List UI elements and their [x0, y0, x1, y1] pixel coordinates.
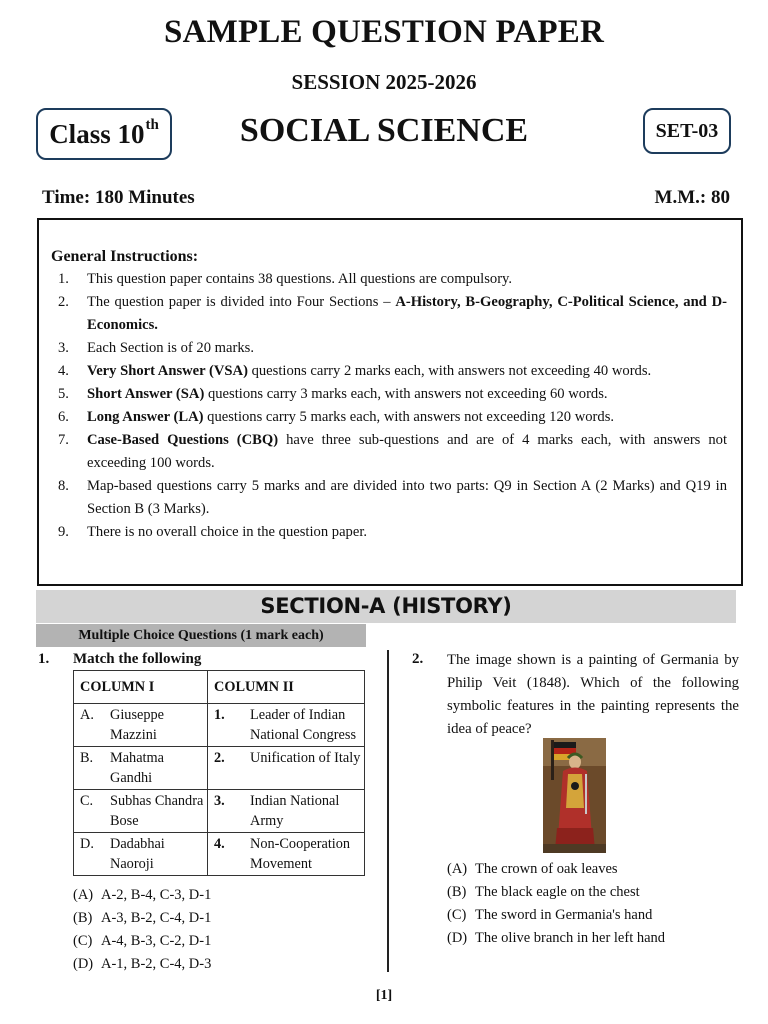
class-superscript: th: [145, 116, 159, 133]
instruction-number: 7.: [58, 432, 69, 448]
column-divider: [387, 650, 389, 972]
session-label: SESSION 2025-2026: [291, 70, 477, 94]
column-2-header: COLUMN II: [208, 671, 365, 704]
cell-value: Indian National Army: [250, 793, 340, 829]
instruction-number: 1.: [58, 271, 69, 287]
question-1-text: Match the following: [73, 651, 202, 667]
instruction-item: [51, 521, 729, 544]
option-item: [73, 930, 211, 953]
option-label: (A): [447, 861, 468, 877]
column-2-cell: [208, 704, 365, 747]
cell-key: 4.: [214, 836, 225, 852]
cell-value: Unification of Italy: [250, 750, 361, 766]
cell-key: 2.: [214, 750, 225, 766]
question-2-number: 2.: [412, 651, 424, 667]
instruction-item: [51, 406, 729, 429]
option-item: [447, 881, 665, 904]
instructions-list: [51, 268, 729, 544]
table-row: [74, 704, 365, 747]
set-badge: SET-03: [643, 108, 731, 154]
question-1-number: 1.: [38, 651, 50, 667]
question-1-options: [73, 884, 211, 976]
table-row: [74, 747, 365, 790]
cell-value: Mahatma Gandhi: [110, 750, 164, 786]
question-2-options: [447, 858, 665, 950]
option-label: (C): [73, 933, 93, 949]
instruction-number: 3.: [58, 340, 69, 356]
section-a-heading: SECTION-A (HISTORY): [36, 590, 736, 623]
instruction-bold-text: Case-Based Questions (CBQ): [87, 432, 279, 448]
class-label: Class 10: [49, 118, 145, 149]
instruction-bold-text: Long Answer (LA): [87, 409, 204, 425]
instruction-item: [51, 337, 729, 360]
instruction-text-part: Map-based questions carry 5 marks and are divided into two parts: Q9 in Section A (2 Marks) and Q19 in Section B (3 Marks).: [87, 478, 727, 517]
option-text: A-1, B-2, C-4, D-3: [101, 956, 212, 972]
column-2-cell: [208, 747, 365, 790]
instruction-text: [87, 406, 729, 429]
paper-title: SAMPLE QUESTION PAPER: [164, 14, 604, 50]
option-text: A-2, B-4, C-3, D-1: [101, 887, 212, 903]
instruction-item: [51, 291, 729, 337]
option-label: (D): [73, 956, 94, 972]
option-text: A-4, B-3, C-2, D-1: [101, 933, 212, 949]
option-text: The black eagle on the chest: [475, 884, 640, 900]
instruction-text-part: This question paper contains 38 questions. All questions are compulsory.: [87, 271, 513, 287]
instruction-number: 5.: [58, 386, 69, 402]
cell-key: 3.: [214, 793, 225, 809]
table-row: [74, 790, 365, 833]
match-table: [73, 670, 365, 876]
option-text: A-3, B-2, C-4, D-1: [101, 910, 212, 926]
time-label: Time: 180 Minutes: [42, 187, 195, 208]
instruction-text: [87, 521, 729, 544]
cell-key: D.: [80, 836, 94, 852]
column-1-cell: [74, 704, 208, 747]
instructions-heading: General Instructions:: [51, 248, 199, 265]
instruction-text-part: questions carry 2 marks each, with answers not exceeding 40 words.: [247, 363, 652, 379]
cell-key: C.: [80, 793, 94, 809]
option-text: The sword in Germania's hand: [475, 907, 653, 923]
option-label: (C): [447, 907, 467, 923]
option-label: (D): [447, 930, 468, 946]
option-item: [447, 904, 665, 927]
column-2-cell: [208, 833, 365, 876]
table-row: [74, 833, 365, 876]
instruction-item: [51, 360, 729, 383]
instruction-item: [51, 475, 729, 521]
column-1-header: COLUMN I: [74, 671, 208, 704]
column-1-cell: [74, 747, 208, 790]
option-item: [73, 953, 211, 976]
instruction-number: 6.: [58, 409, 69, 425]
instruction-item: [51, 429, 729, 475]
match-table-body: [74, 704, 365, 876]
instruction-text-part: have three sub-questions and are of 4 marks each, with answers not exceeding 100 words.: [87, 432, 727, 471]
max-marks-label: M.M.: 80: [654, 187, 730, 208]
mcq-subheading: Multiple Choice Questions (1 mark each): [36, 624, 366, 647]
instruction-text-part: There is no overall choice in the question paper.: [87, 524, 368, 540]
instruction-text-part: questions carry 3 marks each, with answers not exceeding 60 words.: [204, 386, 608, 402]
instruction-item: [51, 268, 729, 291]
instruction-text: [87, 360, 729, 383]
cell-value: Subhas Chandra Bose: [110, 793, 204, 829]
cell-value: Leader of Indian National Congress: [250, 707, 357, 743]
instruction-text-part: Each Section is of 20 marks.: [87, 340, 254, 356]
cell-value: Giuseppe Mazzini: [110, 707, 164, 743]
option-label: (B): [73, 910, 93, 926]
column-2-cell: [208, 790, 365, 833]
instruction-number: 9.: [58, 524, 69, 540]
option-text: The crown of oak leaves: [475, 861, 618, 877]
column-1-cell: [74, 833, 208, 876]
instruction-text: [87, 383, 729, 406]
instruction-bold-text: Short Answer (SA): [87, 386, 205, 402]
instruction-item: [51, 383, 729, 406]
question-2-text: The image shown is a painting of Germania by Philip Veit (1848). Which of the following symbolic features in the painting represents the idea of peace?: [447, 652, 739, 737]
instruction-bold-text: A-History, B-Geography, C-Political Science, and D-Economics.: [87, 294, 728, 333]
germania-painting-image: [543, 738, 606, 853]
option-item: [73, 884, 211, 907]
instruction-number: 8.: [58, 478, 69, 494]
instruction-bold-text: Very Short Answer (VSA): [87, 363, 248, 379]
instruction-text: [87, 268, 729, 291]
option-text: The olive branch in her left hand: [475, 930, 666, 946]
option-item: [447, 927, 665, 950]
cell-key: A.: [80, 707, 94, 723]
cell-value: Non-Cooperation Movement: [250, 836, 351, 872]
cell-key: B.: [80, 750, 94, 766]
page-number: [1]: [375, 988, 393, 1003]
instruction-number: 4.: [58, 363, 69, 379]
instruction-text-part: questions carry 5 marks each, with answers not exceeding 120 words.: [203, 409, 615, 425]
instruction-text: [87, 429, 729, 475]
cell-key: 1.: [214, 707, 225, 723]
option-item: [73, 907, 211, 930]
instruction-text: [87, 475, 729, 521]
subject-title: SOCIAL SCIENCE: [239, 112, 529, 149]
general-instructions-box: [37, 218, 743, 586]
cell-value: Dadabhai Naoroji: [110, 836, 165, 872]
option-item: [447, 858, 665, 881]
option-label: (A): [73, 887, 94, 903]
instruction-text: [87, 337, 729, 360]
instruction-number: 2.: [58, 294, 69, 310]
instruction-text: [87, 291, 729, 337]
option-label: (B): [447, 884, 467, 900]
column-1-cell: [74, 790, 208, 833]
instruction-text-part: The question paper is divided into Four Sections –: [87, 294, 396, 310]
